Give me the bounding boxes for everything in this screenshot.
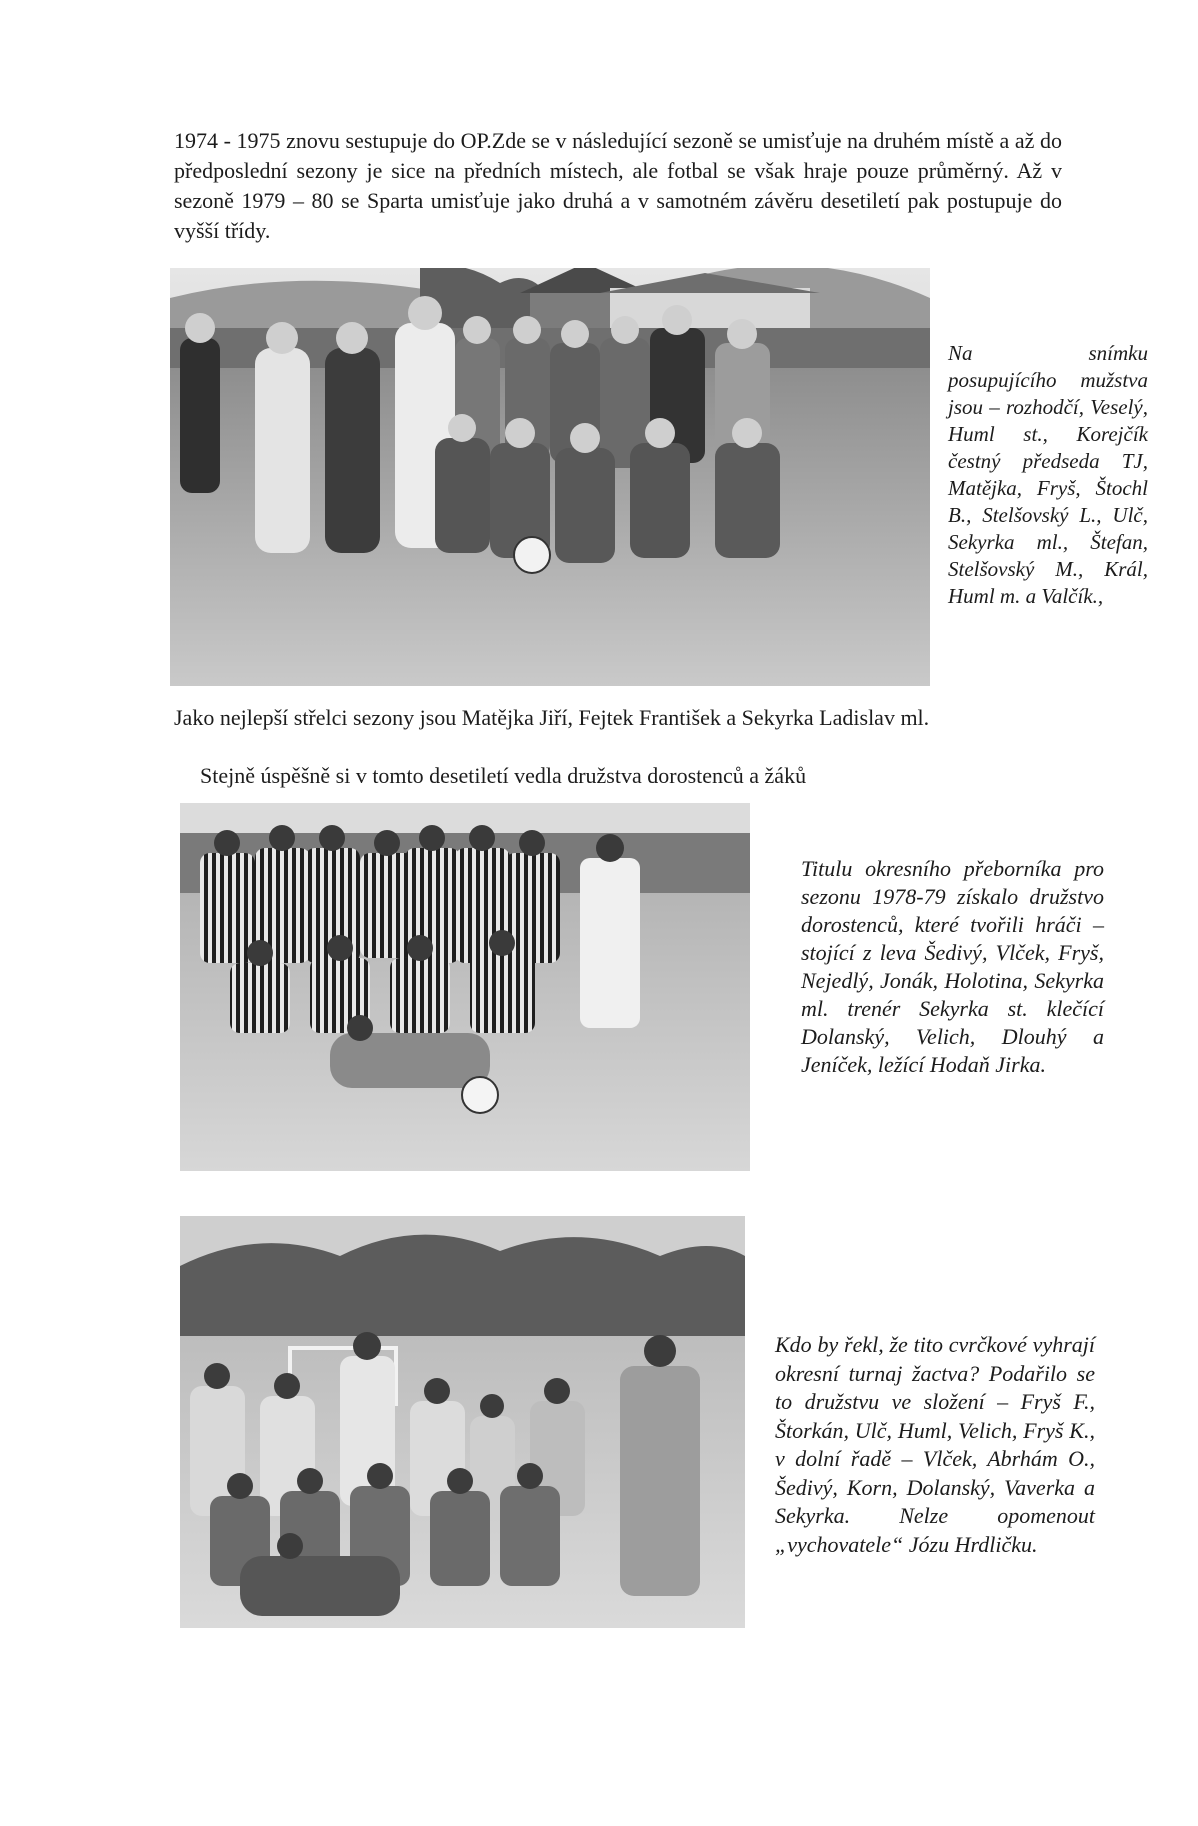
team-photo-promoted-squad	[170, 268, 930, 686]
junior-champions-caption: Titulu okresního přeborníka pro sezonu 1978-79 získalo družstvo dorostenců, které tvořili hráči – stojící z leva Šedivý, Vlček, Fryš, Nejedlý, Jonák, Holotina, Sekyrka ml. trenér Sekyrka st. klečící Dolanský, Velich, Dlouhý a Jeníček, ležící Hodaň Jirka.	[801, 856, 1104, 1077]
promoted-team-caption: Na snímku posupujícího mužstva jsou – rozhodčí, Veselý, Huml st., Korejčík čestný předseda TJ, Matějka, Fryš, Štochl B., Stelšovský L., Ulč, Sekyrka ml., Štefan, Stelšovský M., Král, Huml m. a Valčík.,	[948, 341, 1148, 608]
intro-paragraph: 1974 - 1975 znovu sestupuje do OP.Zde se v následující sezoně se umisťuje na druhém místě a až do předposlední sezony je sice na předních místech, ale fotbal se však hraje pouze průměrný. Až v sezoně 1979 – 80 se Sparta umisťuje jako druhá a v samotném závěru desetiletí pak postupuje do vyšší třídy.	[174, 128, 1062, 243]
top-scorers-text: Jako nejlepší střelci sezony jsou Matějka Jiří, Fejtek František a Sekyrka Ladislav ml.	[174, 705, 930, 730]
pupils-team-caption: Kdo by řekl, že tito cvrčkové vyhrají okresní turnaj žactva? Podařilo se to družstvu ve složení – Fryš F., Štorkán, Ulč, Huml, Velich, Fryš K., v dolní řadě – Vlček, Abrhám O., Šedivý, Korn, Dolanský, Vaverka a Sekyrka. Nelze opomenout „vychovatele“ Józu Hrdličku.	[775, 1332, 1095, 1557]
team-photo-junior-champions	[180, 803, 750, 1171]
youth-teams-text: Stejně úspěšně si v tomto desetiletí vedla družstva dorostenců a žáků	[200, 763, 807, 788]
team-photo-pupils	[180, 1216, 745, 1628]
